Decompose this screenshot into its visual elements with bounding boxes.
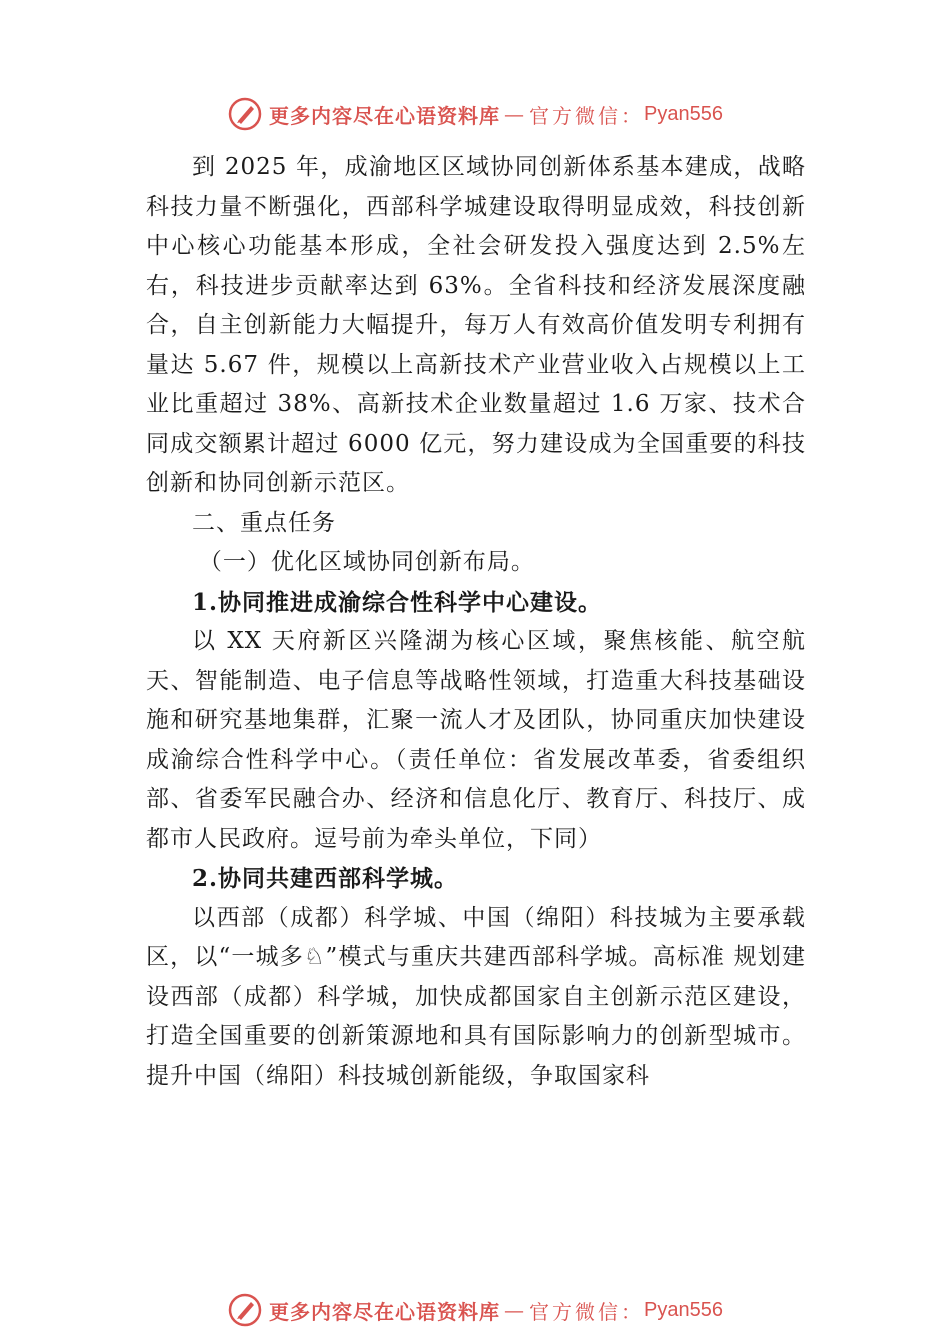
watermark-dash: —: [504, 1298, 526, 1322]
watermark-sub-text: 官方微信：: [529, 1299, 645, 1324]
watermark-main-text: 更多内容尽在心语资料库: [269, 1299, 501, 1324]
watermark-sub-text: 官方微信：: [529, 103, 645, 128]
header-watermark: [0, 92, 950, 136]
item1-heading: 1.协同推进成渝综合性科学中心建设。: [192, 588, 603, 616]
footer-watermark: [0, 1288, 950, 1332]
section-heading: 二、重点任务: [192, 509, 336, 536]
pen-logo-icon: [227, 1292, 263, 1328]
paragraph-goals-2025: 到 2025 年，成渝地区区域协同创新体系基本建成，战略科技力量不断强化，西部科学城建设取得明显成效，科技创新中心核心功能基本形成，全社会研发投入强度达到 2.5%左右，科技进步贡献率达到 63%。全省科技和经济发展深度融合，自主创新能力大幅提升，每万人有效高价值发明专利拥有量达 5.67 件，规模以上高新技术产业营业收入占规模以上工业比重超过 38%、高新技术企业数量超过 1.6 万家、技术合同成交额累计超过 6000 亿元，努力建设成为全国重要的科技创新和协同创新示范区。: [146, 154, 806, 496]
document-body: [146, 148, 806, 1096]
watermark-dash: —: [504, 102, 526, 126]
paragraph-science-city: 以西部（成都）科学城、中国（绵阳）科技城为主要承载区，以“一城多♘”模式与重庆共建西部科学城。高标准 规划建设西部（成都）科学城，加快成都国家自主创新示范区建设，打造全国重要的创新策源地和具有国际影响力的创新型城市。提升中国（绵阳）科技城创新能级，争取国家科: [146, 904, 806, 1089]
paragraph-science-center: 以 XX 天府新区兴隆湖为核心区域，聚焦核能、航空航天、智能制造、电子信息等战略性领域，打造重大科技基础设施和研究基地集群，汇聚一流人才及团队，协同重庆加快建设成渝综合性科学中心。（责任单位：省发展改革委，省委组织部、省委军民融合办、经济和信息化厅、教育厅、科技厅、成都市人民政府。逗号前为牵头单位，下同）: [146, 628, 806, 852]
watermark-main-text: 更多内容尽在心语资料库: [269, 103, 501, 128]
item2-heading: 2.协同共建西部科学城。: [192, 865, 459, 892]
watermark-wechat-id: Pyan556: [644, 1298, 723, 1321]
pen-logo-icon: [227, 96, 263, 132]
watermark-wechat-id: Pyan556: [644, 102, 723, 125]
subsection-heading: （一）优化区域协同创新布局。: [198, 549, 535, 575]
